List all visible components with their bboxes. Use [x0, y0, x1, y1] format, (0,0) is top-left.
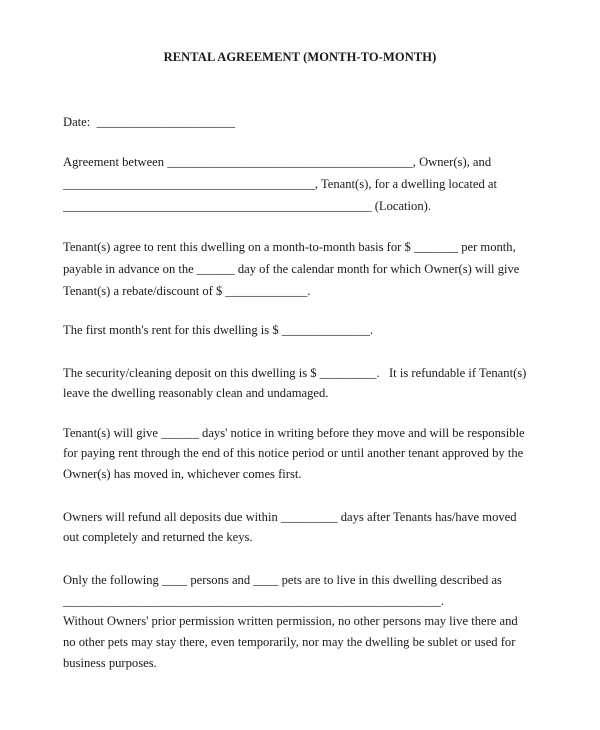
- rent-line-3: Tenant(s) a rebate/discount of $ _____________.: [63, 284, 311, 298]
- document-title: RENTAL AGREEMENT (MONTH-TO-MONTH): [163, 50, 437, 64]
- notice-line-2: for paying rent through the end of this notice period or until another tenant approved by the: [63, 446, 524, 460]
- date-line: Date: ______________________: [63, 115, 236, 129]
- occupants-line-3: Without Owners' prior permission written permission, no other persons may live there and: [63, 614, 518, 628]
- refund-line-1: Owners will refund all deposits due within _________ days after Tenants has/have moved: [63, 510, 517, 524]
- deposit-line-2: leave the dwelling reasonably clean and undamaged.: [63, 386, 329, 400]
- occupants-line-5: business purposes.: [63, 656, 157, 670]
- occupants-line-2: ____________________________________________________________.: [63, 594, 444, 608]
- first-month-line: The first month's rent for this dwelling is $ ______________.: [63, 323, 374, 337]
- rent-line-1: Tenant(s) agree to rent this dwelling on a month-to-month basis for $ _______ per month,: [63, 240, 516, 254]
- notice-line-3: Owner(s) has moved in, whichever comes first.: [63, 467, 302, 481]
- deposit-line-1: The security/cleaning deposit on this dwelling is $ _________. It is refundable if Tenant(s): [63, 366, 527, 380]
- agreement-line-3: _________________________________________________ (Location).: [63, 199, 431, 213]
- agreement-line-2: ________________________________________, Tenant(s), for a dwelling located at: [63, 177, 498, 191]
- agreement-line-1: Agreement between _______________________________________, Owner(s), and: [63, 155, 492, 169]
- occupants-line-4: no other pets may stay there, even temporarily, nor may the dwelling be sublet or used for: [63, 635, 516, 649]
- occupants-line-1: Only the following ____ persons and ____ pets are to live in this dwelling described as: [63, 573, 502, 587]
- refund-line-2: out completely and returned the keys.: [63, 530, 253, 544]
- notice-line-1: Tenant(s) will give ______ days' notice in writing before they move and will be responsible: [63, 426, 525, 440]
- rent-line-2: payable in advance on the ______ day of the calendar month for which Owner(s) will give: [63, 262, 520, 276]
